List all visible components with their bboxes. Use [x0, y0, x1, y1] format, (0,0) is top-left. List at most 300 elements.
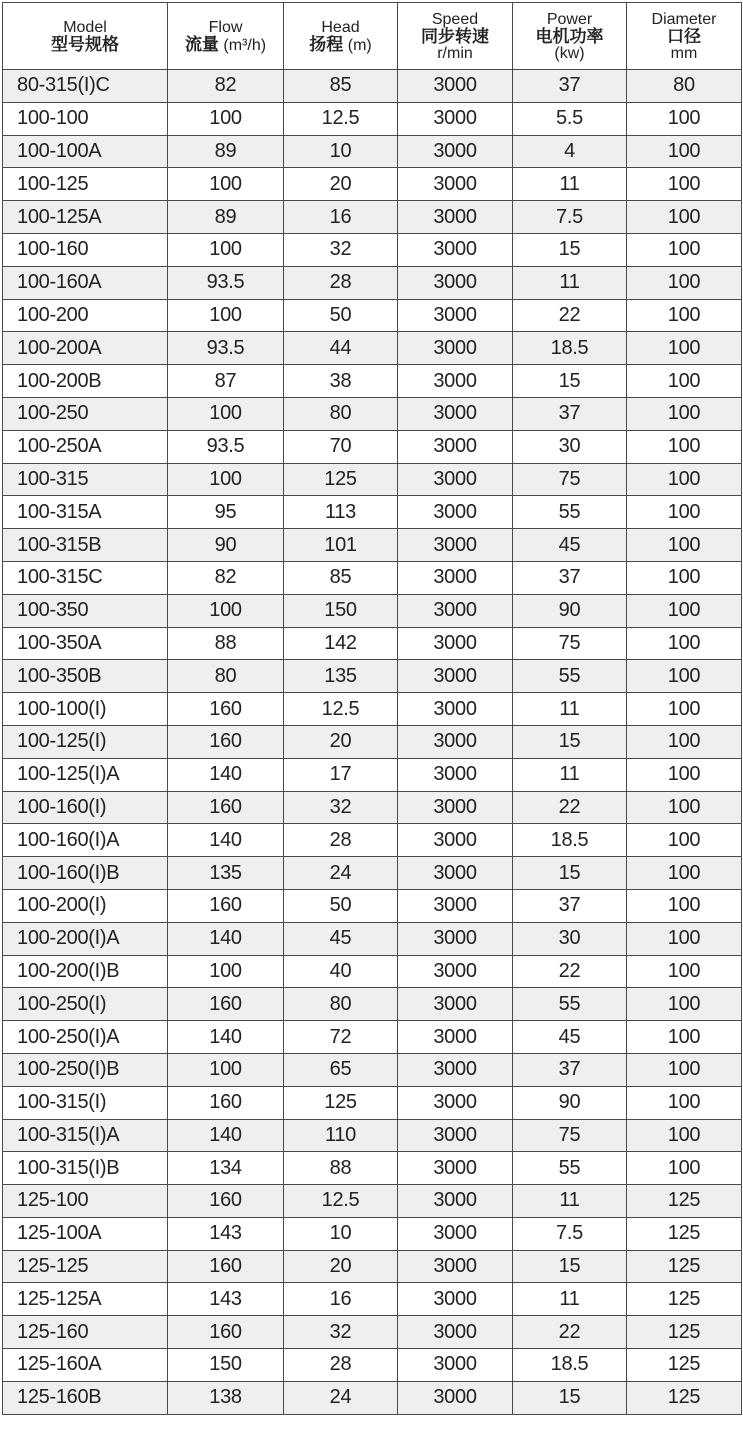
- head-cell: 20: [284, 725, 398, 758]
- speed-cell: 3000: [398, 889, 513, 922]
- flow-cell: 93.5: [168, 266, 284, 299]
- head-cell: 142: [284, 627, 398, 660]
- power-cell: 45: [513, 529, 627, 562]
- model-cell: 125-100A: [3, 1217, 168, 1250]
- head-cell: 88: [284, 1152, 398, 1185]
- diameter-cell: 100: [627, 1053, 742, 1086]
- table-row: [3, 1316, 742, 1349]
- diameter-cell: 100: [627, 102, 742, 135]
- header-row: [3, 3, 742, 70]
- flow-cell: 100: [168, 168, 284, 201]
- diameter-cell: 100: [627, 463, 742, 496]
- model-cell: 100-125(I)A: [3, 758, 168, 791]
- head-cell: 32: [284, 233, 398, 266]
- diameter-cell: 80: [627, 70, 742, 103]
- header-model-zh: 型号规格: [51, 35, 119, 54]
- speed-cell: 3000: [398, 758, 513, 791]
- flow-cell: 90: [168, 529, 284, 562]
- model-cell: 125-125: [3, 1250, 168, 1283]
- flow-cell: 100: [168, 955, 284, 988]
- table-row: [3, 1086, 742, 1119]
- diameter-cell: 100: [627, 168, 742, 201]
- flow-cell: 80: [168, 660, 284, 693]
- flow-cell: 100: [168, 397, 284, 430]
- head-cell: 20: [284, 168, 398, 201]
- header-flow-zh: 流量: [184, 34, 219, 54]
- flow-cell: 100: [168, 1053, 284, 1086]
- power-cell: 11: [513, 168, 627, 201]
- speed-cell: 3000: [398, 693, 513, 726]
- speed-cell: 3000: [398, 299, 513, 332]
- model-cell: 100-125: [3, 168, 168, 201]
- model-cell: 100-200: [3, 299, 168, 332]
- head-cell: 101: [284, 529, 398, 562]
- power-cell: 37: [513, 1053, 627, 1086]
- power-cell: 15: [513, 1381, 627, 1414]
- diameter-cell: 100: [627, 299, 742, 332]
- head-cell: 72: [284, 1021, 398, 1054]
- diameter-cell: 100: [627, 1152, 742, 1185]
- model-cell: 100-200A: [3, 332, 168, 365]
- head-cell: 44: [284, 332, 398, 365]
- model-cell: 100-125A: [3, 201, 168, 234]
- flow-cell: 140: [168, 824, 284, 857]
- model-cell: 100-200(I): [3, 889, 168, 922]
- diameter-cell: 100: [627, 430, 742, 463]
- table-row: [3, 430, 742, 463]
- power-cell: 7.5: [513, 201, 627, 234]
- model-cell: 100-315(I): [3, 1086, 168, 1119]
- table-row: [3, 660, 742, 693]
- speed-cell: 3000: [398, 1152, 513, 1185]
- header-diameter: [627, 3, 742, 70]
- speed-cell: 3000: [398, 201, 513, 234]
- speed-cell: 3000: [398, 430, 513, 463]
- header-diameter-zh: 口径: [667, 26, 701, 46]
- head-cell: 28: [284, 1349, 398, 1382]
- diameter-cell: 100: [627, 955, 742, 988]
- head-cell: 135: [284, 660, 398, 693]
- table-row: [3, 1349, 742, 1382]
- power-cell: 30: [513, 430, 627, 463]
- diameter-cell: 100: [627, 988, 742, 1021]
- power-cell: 22: [513, 299, 627, 332]
- table-row: [3, 824, 742, 857]
- model-cell: 100-160(I)A: [3, 824, 168, 857]
- flow-cell: 140: [168, 922, 284, 955]
- speed-cell: 3000: [398, 1021, 513, 1054]
- diameter-cell: 100: [627, 627, 742, 660]
- table-row: [3, 693, 742, 726]
- header-flow: [168, 3, 284, 70]
- power-cell: 37: [513, 397, 627, 430]
- header-speed: [398, 3, 513, 70]
- power-cell: 55: [513, 660, 627, 693]
- model-cell: 100-315B: [3, 529, 168, 562]
- flow-cell: 95: [168, 496, 284, 529]
- header-flow-en: Flow: [208, 18, 243, 36]
- speed-cell: 3000: [398, 857, 513, 890]
- header-speed-en: Speed: [431, 10, 479, 28]
- model-cell: 100-250(I)A: [3, 1021, 168, 1054]
- flow-cell: 100: [168, 102, 284, 135]
- speed-cell: 3000: [398, 102, 513, 135]
- head-cell: 50: [284, 889, 398, 922]
- speed-cell: 3000: [398, 1185, 513, 1218]
- diameter-cell: 100: [627, 1021, 742, 1054]
- flow-cell: 100: [168, 594, 284, 627]
- speed-cell: 3000: [398, 1250, 513, 1283]
- diameter-cell: 100: [627, 660, 742, 693]
- header-speed-zh: 同步转速: [421, 26, 489, 46]
- diameter-cell: 100: [627, 365, 742, 398]
- speed-cell: 3000: [398, 988, 513, 1021]
- head-cell: 16: [284, 201, 398, 234]
- speed-cell: 3000: [398, 1086, 513, 1119]
- power-cell: 15: [513, 365, 627, 398]
- power-cell: 15: [513, 1250, 627, 1283]
- header-head-en: Head: [321, 18, 360, 36]
- flow-cell: 160: [168, 791, 284, 824]
- header-power-en: Power: [546, 10, 593, 28]
- diameter-cell: 100: [627, 725, 742, 758]
- power-cell: 22: [513, 955, 627, 988]
- table-row: [3, 1217, 742, 1250]
- head-cell: 12.5: [284, 102, 398, 135]
- head-cell: 150: [284, 594, 398, 627]
- model-cell: 100-315A: [3, 496, 168, 529]
- power-cell: 22: [513, 791, 627, 824]
- speed-cell: 3000: [398, 1119, 513, 1152]
- power-cell: 37: [513, 561, 627, 594]
- table-row: [3, 1250, 742, 1283]
- model-cell: 100-250: [3, 397, 168, 430]
- header-flow-unit: (m³/h): [223, 36, 267, 54]
- table-row: [3, 889, 742, 922]
- table-row: [3, 299, 742, 332]
- flow-cell: 93.5: [168, 332, 284, 365]
- head-cell: 80: [284, 397, 398, 430]
- header-power-unit: (kw): [554, 44, 585, 62]
- flow-cell: 138: [168, 1381, 284, 1414]
- head-cell: 80: [284, 988, 398, 1021]
- table-row: [3, 397, 742, 430]
- model-cell: 100-350B: [3, 660, 168, 693]
- head-cell: 45: [284, 922, 398, 955]
- diameter-cell: 100: [627, 1119, 742, 1152]
- table-row: [3, 594, 742, 627]
- speed-cell: 3000: [398, 561, 513, 594]
- speed-cell: 3000: [398, 463, 513, 496]
- flow-cell: 88: [168, 627, 284, 660]
- diameter-cell: 100: [627, 791, 742, 824]
- power-cell: 75: [513, 1119, 627, 1152]
- diameter-cell: 125: [627, 1217, 742, 1250]
- head-cell: 113: [284, 496, 398, 529]
- flow-cell: 100: [168, 233, 284, 266]
- table-row: [3, 233, 742, 266]
- diameter-cell: 100: [627, 758, 742, 791]
- power-cell: 37: [513, 889, 627, 922]
- power-cell: 45: [513, 1021, 627, 1054]
- flow-cell: 100: [168, 299, 284, 332]
- head-cell: 17: [284, 758, 398, 791]
- diameter-cell: 100: [627, 889, 742, 922]
- flow-cell: 160: [168, 725, 284, 758]
- speed-cell: 3000: [398, 1349, 513, 1382]
- flow-cell: 160: [168, 988, 284, 1021]
- header-diameter-unit: mm: [670, 44, 698, 62]
- flow-cell: 160: [168, 1250, 284, 1283]
- table-row: [3, 725, 742, 758]
- power-cell: 22: [513, 1316, 627, 1349]
- table-row: [3, 70, 742, 103]
- flow-cell: 134: [168, 1152, 284, 1185]
- power-cell: 7.5: [513, 1217, 627, 1250]
- power-cell: 15: [513, 725, 627, 758]
- speed-cell: 3000: [398, 365, 513, 398]
- model-cell: 125-125A: [3, 1283, 168, 1316]
- diameter-cell: 100: [627, 397, 742, 430]
- flow-cell: 89: [168, 201, 284, 234]
- table-row: [3, 201, 742, 234]
- pump-spec-table: [2, 2, 742, 1415]
- head-cell: 38: [284, 365, 398, 398]
- table-row: [3, 266, 742, 299]
- speed-cell: 3000: [398, 1217, 513, 1250]
- diameter-cell: 100: [627, 561, 742, 594]
- table-header: [3, 3, 742, 70]
- flow-cell: 87: [168, 365, 284, 398]
- power-cell: 37: [513, 70, 627, 103]
- speed-cell: 3000: [398, 922, 513, 955]
- header-head-unit: (m): [347, 36, 372, 54]
- speed-cell: 3000: [398, 1283, 513, 1316]
- diameter-cell: 100: [627, 693, 742, 726]
- table-row: [3, 627, 742, 660]
- diameter-cell: 125: [627, 1250, 742, 1283]
- flow-cell: 140: [168, 1021, 284, 1054]
- model-cell: 100-350A: [3, 627, 168, 660]
- table-row: [3, 955, 742, 988]
- head-cell: 32: [284, 791, 398, 824]
- header-head: [284, 3, 398, 70]
- speed-cell: 3000: [398, 332, 513, 365]
- power-cell: 55: [513, 1152, 627, 1185]
- flow-cell: 150: [168, 1349, 284, 1382]
- head-cell: 70: [284, 430, 398, 463]
- model-cell: 100-250(I)B: [3, 1053, 168, 1086]
- head-cell: 10: [284, 1217, 398, 1250]
- flow-cell: 135: [168, 857, 284, 890]
- head-cell: 50: [284, 299, 398, 332]
- model-cell: 100-250(I): [3, 988, 168, 1021]
- diameter-cell: 100: [627, 266, 742, 299]
- diameter-cell: 100: [627, 233, 742, 266]
- head-cell: 40: [284, 955, 398, 988]
- head-cell: 12.5: [284, 693, 398, 726]
- table-row: [3, 1283, 742, 1316]
- flow-cell: 140: [168, 1119, 284, 1152]
- flow-cell: 160: [168, 889, 284, 922]
- model-cell: 125-100: [3, 1185, 168, 1218]
- power-cell: 11: [513, 1185, 627, 1218]
- head-cell: 32: [284, 1316, 398, 1349]
- model-cell: 100-315C: [3, 561, 168, 594]
- head-cell: 110: [284, 1119, 398, 1152]
- header-head-zh: 扬程: [309, 34, 344, 54]
- head-cell: 28: [284, 266, 398, 299]
- power-cell: 15: [513, 233, 627, 266]
- model-cell: 100-200B: [3, 365, 168, 398]
- diameter-cell: 125: [627, 1381, 742, 1414]
- diameter-cell: 100: [627, 332, 742, 365]
- header-model-en: Model: [63, 19, 107, 36]
- diameter-cell: 100: [627, 594, 742, 627]
- power-cell: 90: [513, 594, 627, 627]
- speed-cell: 3000: [398, 266, 513, 299]
- power-cell: 90: [513, 1086, 627, 1119]
- diameter-cell: 100: [627, 496, 742, 529]
- head-cell: 125: [284, 1086, 398, 1119]
- power-cell: 11: [513, 693, 627, 726]
- table-row: [3, 1381, 742, 1414]
- speed-cell: 3000: [398, 955, 513, 988]
- model-cell: 125-160A: [3, 1349, 168, 1382]
- table-row: [3, 988, 742, 1021]
- flow-cell: 89: [168, 135, 284, 168]
- head-cell: 20: [284, 1250, 398, 1283]
- speed-cell: 3000: [398, 627, 513, 660]
- head-cell: 125: [284, 463, 398, 496]
- speed-cell: 3000: [398, 1316, 513, 1349]
- table-row: [3, 857, 742, 890]
- head-cell: 28: [284, 824, 398, 857]
- model-cell: 100-160(I)B: [3, 857, 168, 890]
- model-cell: 100-200(I)A: [3, 922, 168, 955]
- speed-cell: 3000: [398, 233, 513, 266]
- speed-cell: 3000: [398, 397, 513, 430]
- power-cell: 15: [513, 857, 627, 890]
- diameter-cell: 100: [627, 857, 742, 890]
- power-cell: 55: [513, 988, 627, 1021]
- table-body: [3, 70, 742, 1415]
- model-cell: 100-315(I)B: [3, 1152, 168, 1185]
- flow-cell: 82: [168, 561, 284, 594]
- diameter-cell: 100: [627, 529, 742, 562]
- diameter-cell: 125: [627, 1316, 742, 1349]
- flow-cell: 160: [168, 693, 284, 726]
- table-row: [3, 463, 742, 496]
- flow-cell: 143: [168, 1217, 284, 1250]
- power-cell: 75: [513, 463, 627, 496]
- model-cell: 100-100(I): [3, 693, 168, 726]
- diameter-cell: 100: [627, 824, 742, 857]
- flow-cell: 160: [168, 1185, 284, 1218]
- diameter-cell: 100: [627, 135, 742, 168]
- flow-cell: 143: [168, 1283, 284, 1316]
- power-cell: 5.5: [513, 102, 627, 135]
- table-row: [3, 791, 742, 824]
- header-speed-unit: r/min: [437, 44, 473, 62]
- flow-cell: 160: [168, 1086, 284, 1119]
- head-cell: 85: [284, 561, 398, 594]
- diameter-cell: 125: [627, 1283, 742, 1316]
- model-cell: 80-315(I)C: [3, 70, 168, 103]
- power-cell: 18.5: [513, 1349, 627, 1382]
- power-cell: 30: [513, 922, 627, 955]
- speed-cell: 3000: [398, 660, 513, 693]
- head-cell: 24: [284, 857, 398, 890]
- table-row: [3, 1152, 742, 1185]
- model-cell: 100-160A: [3, 266, 168, 299]
- speed-cell: 3000: [398, 496, 513, 529]
- model-cell: 100-100A: [3, 135, 168, 168]
- table-row: [3, 922, 742, 955]
- diameter-cell: 100: [627, 922, 742, 955]
- head-cell: 12.5: [284, 1185, 398, 1218]
- power-cell: 4: [513, 135, 627, 168]
- power-cell: 11: [513, 758, 627, 791]
- flow-cell: 140: [168, 758, 284, 791]
- table-row: [3, 758, 742, 791]
- power-cell: 11: [513, 266, 627, 299]
- table-row: [3, 168, 742, 201]
- speed-cell: 3000: [398, 791, 513, 824]
- header-diameter-en: Diameter: [651, 10, 717, 28]
- table-row: [3, 102, 742, 135]
- flow-cell: 82: [168, 70, 284, 103]
- speed-cell: 3000: [398, 168, 513, 201]
- table-row: [3, 1021, 742, 1054]
- head-cell: 24: [284, 1381, 398, 1414]
- head-cell: 10: [284, 135, 398, 168]
- diameter-cell: 100: [627, 201, 742, 234]
- model-cell: 100-250A: [3, 430, 168, 463]
- head-cell: 65: [284, 1053, 398, 1086]
- speed-cell: 3000: [398, 529, 513, 562]
- model-cell: 100-315(I)A: [3, 1119, 168, 1152]
- speed-cell: 3000: [398, 70, 513, 103]
- model-cell: 125-160B: [3, 1381, 168, 1414]
- speed-cell: 3000: [398, 824, 513, 857]
- head-cell: 85: [284, 70, 398, 103]
- speed-cell: 3000: [398, 1053, 513, 1086]
- power-cell: 11: [513, 1283, 627, 1316]
- table-row: [3, 1185, 742, 1218]
- table-row: [3, 561, 742, 594]
- table-row: [3, 1119, 742, 1152]
- header-model: [3, 3, 168, 70]
- model-cell: 100-100: [3, 102, 168, 135]
- model-cell: 100-200(I)B: [3, 955, 168, 988]
- diameter-cell: 125: [627, 1185, 742, 1218]
- head-cell: 16: [284, 1283, 398, 1316]
- power-cell: 18.5: [513, 824, 627, 857]
- power-cell: 18.5: [513, 332, 627, 365]
- power-cell: 75: [513, 627, 627, 660]
- flow-cell: 93.5: [168, 430, 284, 463]
- diameter-cell: 100: [627, 1086, 742, 1119]
- table-row: [3, 496, 742, 529]
- model-cell: 100-160(I): [3, 791, 168, 824]
- table-row: [3, 529, 742, 562]
- speed-cell: 3000: [398, 1381, 513, 1414]
- model-cell: 100-315: [3, 463, 168, 496]
- speed-cell: 3000: [398, 725, 513, 758]
- diameter-cell: 125: [627, 1349, 742, 1382]
- flow-cell: 160: [168, 1316, 284, 1349]
